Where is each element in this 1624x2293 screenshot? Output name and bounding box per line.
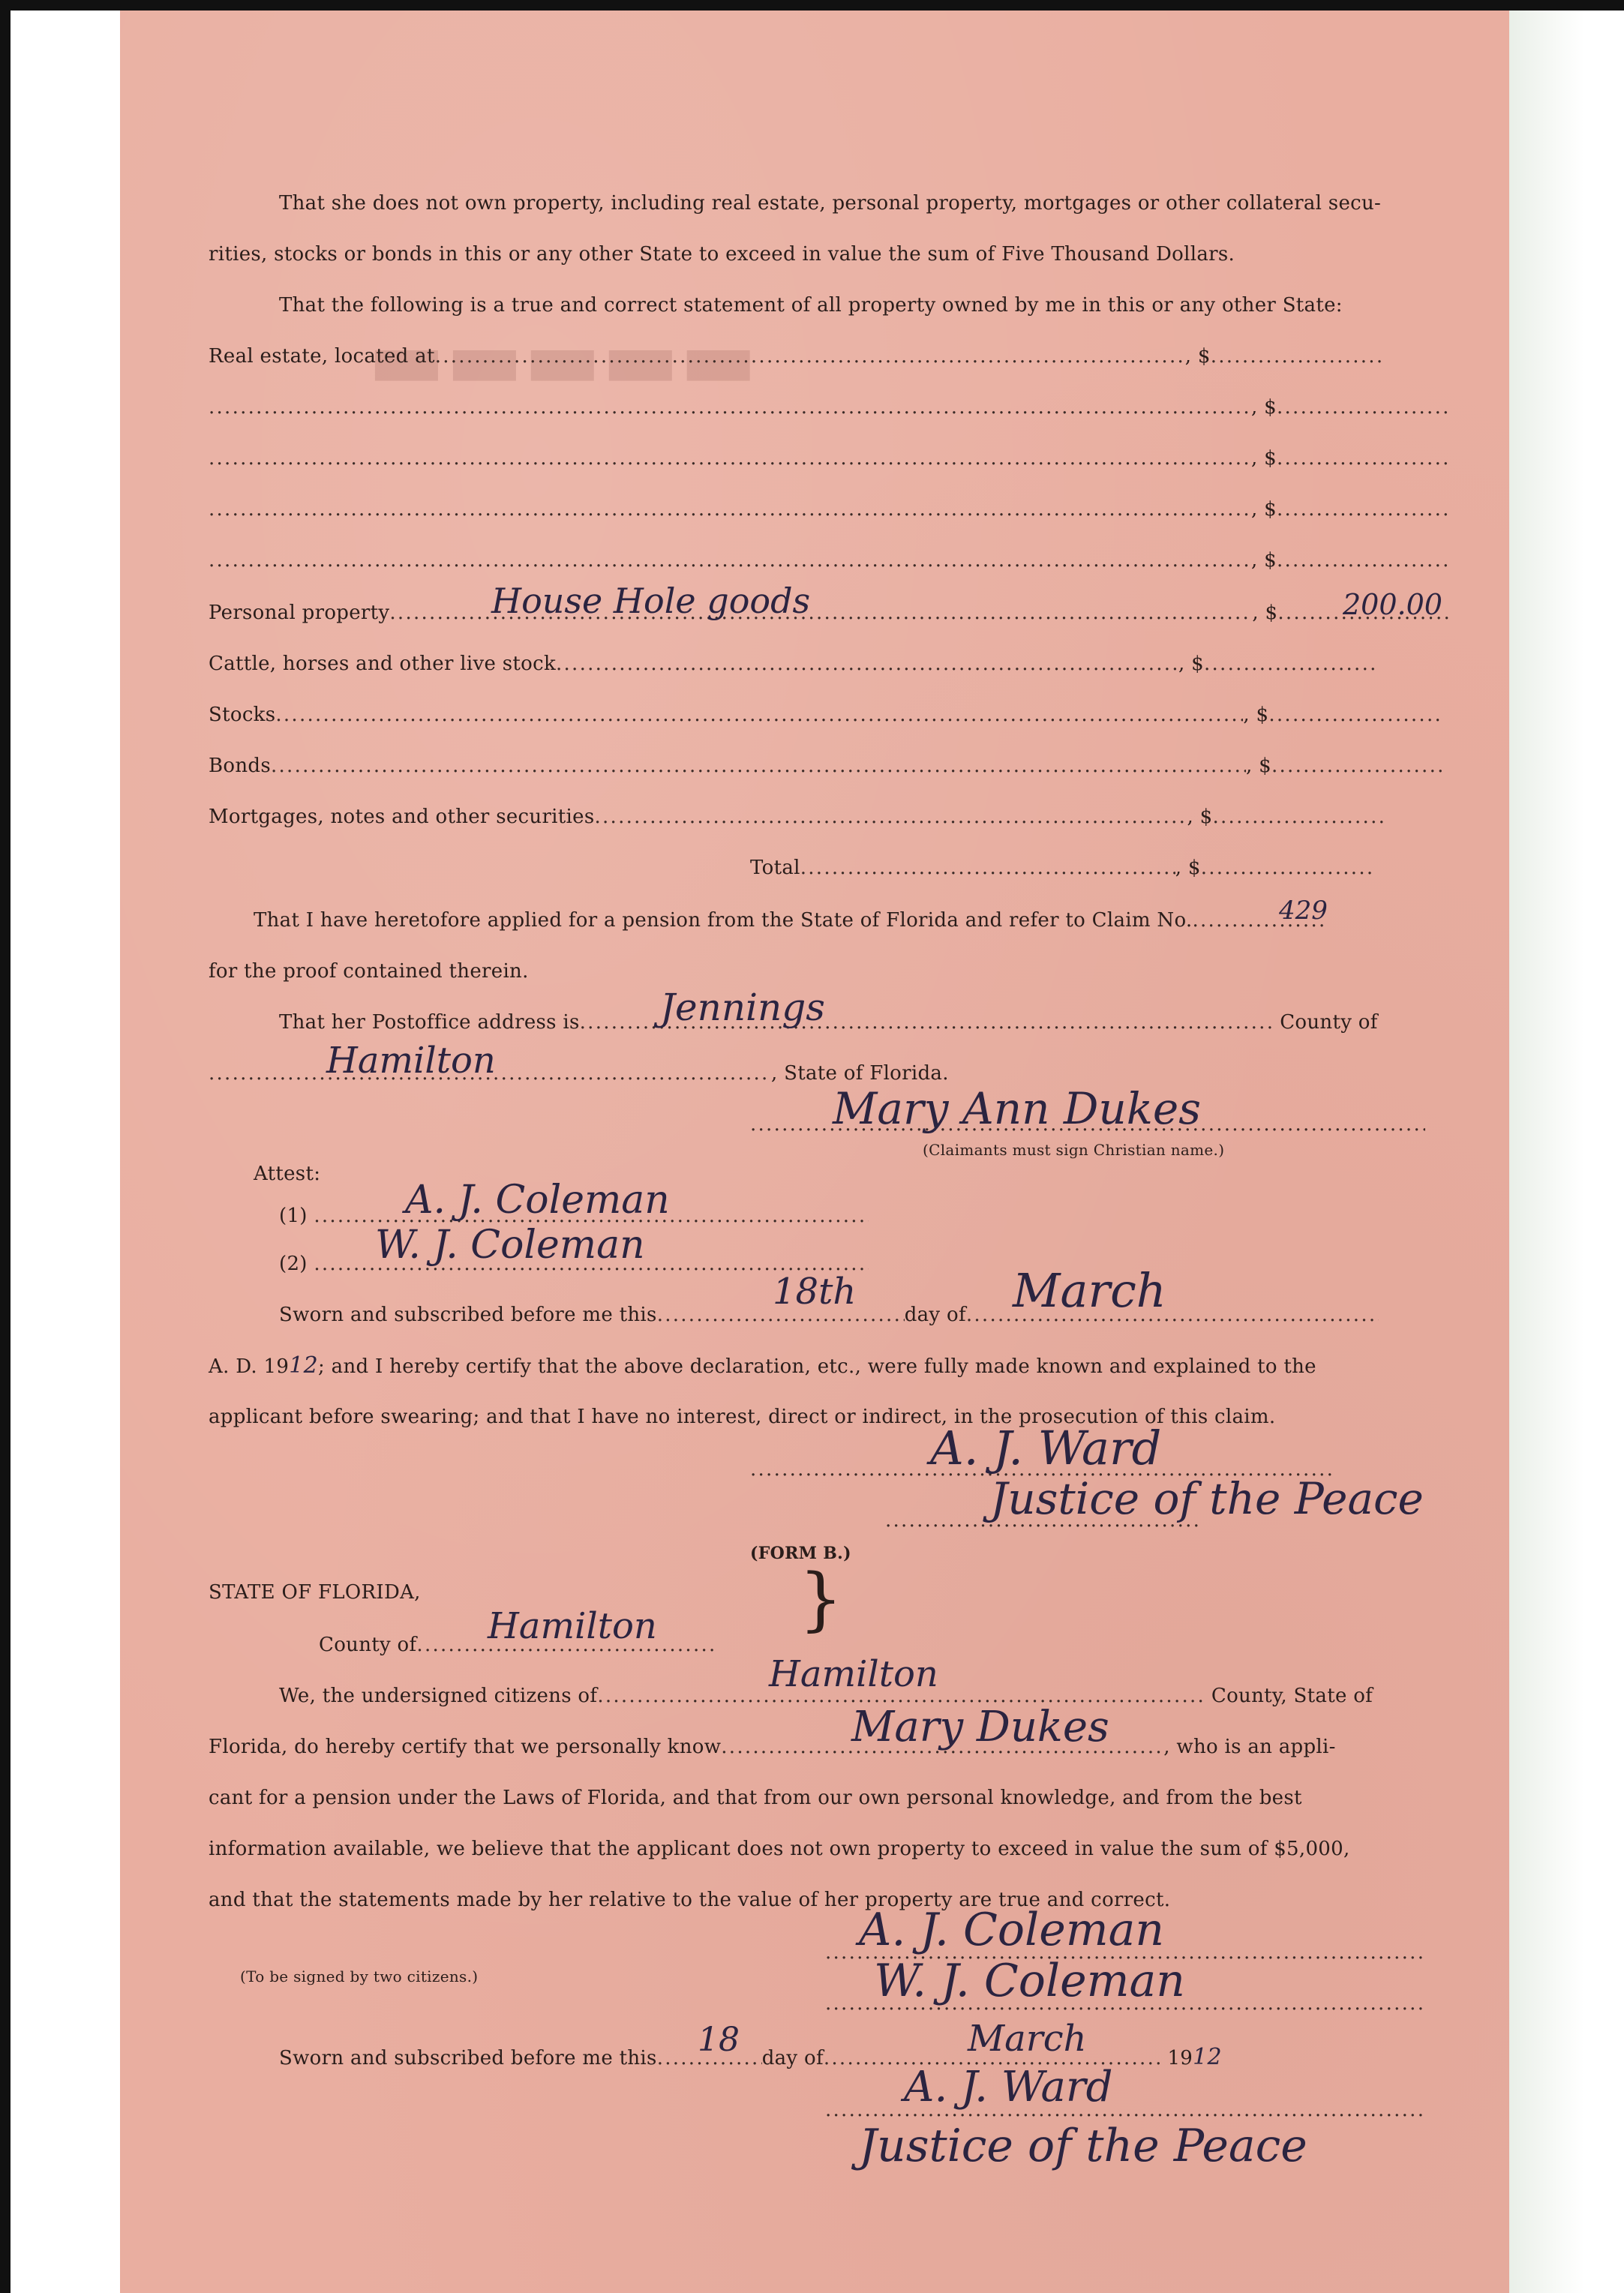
stocks-row: Stocks. . . , $. . . — [209, 702, 1441, 728]
bracket: } — [799, 1559, 843, 1639]
claimant-signature: Mary Ann Dukes — [833, 1083, 1202, 1134]
postoffice-value: Jennings — [660, 986, 825, 1029]
certify-line: A. D. 1912; and I hereby certify that the above declaration, etc., were fully made known and explained to the — [209, 1352, 1316, 1379]
state-of-florida: STATE OF FLORIDA, — [209, 1581, 421, 1604]
sworn-b-day: 18 — [698, 2021, 740, 2059]
county-state-line: . . ., State of Florida. — [209, 1061, 949, 1086]
statement-intro: That the following is a true and correct statement of all property owned by me in this or any other State: — [279, 294, 1343, 317]
officer-b-title: Justice of the Peace — [859, 2120, 1307, 2172]
bleed-through-mark: ▬▬▬▬▬ — [368, 311, 758, 407]
florida-certify-line: Florida, do hereby certify that we personally know. . . , who is an appli- — [209, 1734, 1336, 1760]
real-estate-row-3: . . ., $. . . — [209, 446, 1449, 471]
citizens-line: We, the undersigned citizens of. . . County, State of — [279, 1683, 1373, 1709]
two-citizens-note: (To be signed by two citizens.) — [240, 1967, 479, 1985]
sworn-month: March — [1013, 1263, 1166, 1318]
officer-b-signature: A. J. Ward — [904, 2063, 1113, 2111]
bonds-row: Bonds. . . , $. . . — [209, 753, 1444, 779]
sworn-year: 12 — [289, 1352, 319, 1379]
personal-property-row: Personal property. . . , $. . . — [209, 600, 1450, 626]
sworn-b-year: 12 — [1193, 2044, 1222, 2070]
attest-signature-2: W. J. Coleman — [375, 1223, 645, 1268]
attest-line-2: (2) . . . — [279, 1251, 869, 1277]
real-estate-row: Real estate, located at. . . , $. . . — [209, 344, 1383, 369]
attest-label: Attest: — [254, 1163, 321, 1185]
real-estate-row-4: . . ., $. . . — [209, 497, 1449, 522]
scan-border-left — [0, 0, 11, 2293]
sworn-line: Sworn and subscribed before me this. . . day of. . . — [279, 1302, 1379, 1328]
cattle-row: Cattle, horses and other live stock. . . , $. . . — [209, 651, 1376, 677]
personal-property-amount: 200.00 — [1343, 588, 1442, 621]
sworn-b-line: Sworn and subscribed before me this. . . day of. . . 1912 — [279, 2045, 1222, 2071]
scan-border-top — [0, 0, 1624, 11]
citizens-county-value: Hamilton — [769, 1653, 938, 1695]
real-estate-row-2: . . ., $. . . — [209, 395, 1449, 420]
form-b-title: (FORM B.) — [750, 1544, 851, 1563]
cant-line: cant for a pension under the Laws of Florida, and that from our own personal knowledge, and from the best — [209, 1787, 1302, 1809]
citizen-signature-2: W. J. Coleman — [874, 1955, 1185, 2007]
officer-title: Justice of the Peace — [990, 1473, 1424, 1524]
claimant-sign-note: (Claimants must sign Christian name.) — [923, 1141, 1225, 1159]
personal-property-value: House Hole goods — [491, 581, 811, 621]
paragraph-property-line-2: rities, stocks or bonds in this or any other State to exceed in value the sum of Five Thousand Dollars. — [209, 243, 1235, 266]
paragraph-property-line-1: That she does not own property, including real estate, personal property, mortgages or other collateral secu- — [279, 192, 1382, 215]
real-estate-row-5: . . ., $. . . — [209, 548, 1449, 573]
sworn-b-month: March — [968, 2018, 1087, 2060]
certify-line-2: applicant before swearing; and that I have no interest, direct or indirect, in the prosecution of this claim. — [209, 1406, 1276, 1428]
prior-claim-line: That I have heretofore applied for a pension from the State of Florida and refer to Claim No.. . . — [254, 908, 1328, 933]
county-value: Hamilton — [326, 1040, 496, 1082]
prior-claim-number: 429 — [1279, 896, 1328, 926]
pension-form-page — [120, 11, 1509, 2293]
sworn-day: 18th — [773, 1271, 857, 1313]
county-of-b-line: County of. . . — [319, 1632, 716, 1658]
total-row: Total. . . , $. . . — [750, 855, 1373, 881]
officer-signature: A. J. Ward — [930, 1421, 1162, 1475]
applicant-name: Mary Dukes — [851, 1703, 1109, 1751]
attest-line-1: (1) . . . — [279, 1203, 869, 1229]
prior-claim-line-2: for the proof contained therein. — [209, 960, 529, 983]
citizen-signature-1: A. J. Coleman — [859, 1904, 1165, 1956]
information-line: information available, we believe that the applicant does not own property to exceed in value the sum of $5,000, — [209, 1838, 1350, 1860]
mortgages-row: Mortgages, notes and other securities. . . , $. . . — [209, 804, 1385, 830]
and-that-line: and that the statements made by her relative to the value of her property are true and correct. — [209, 1889, 1171, 1911]
attest-signature-1: A. J. Coleman — [405, 1178, 670, 1223]
county-b-value: Hamilton — [488, 1605, 657, 1647]
postoffice-line: That her Postoffice address is. . . County of — [279, 1010, 1378, 1035]
protective-sleeve — [1509, 11, 1584, 2293]
